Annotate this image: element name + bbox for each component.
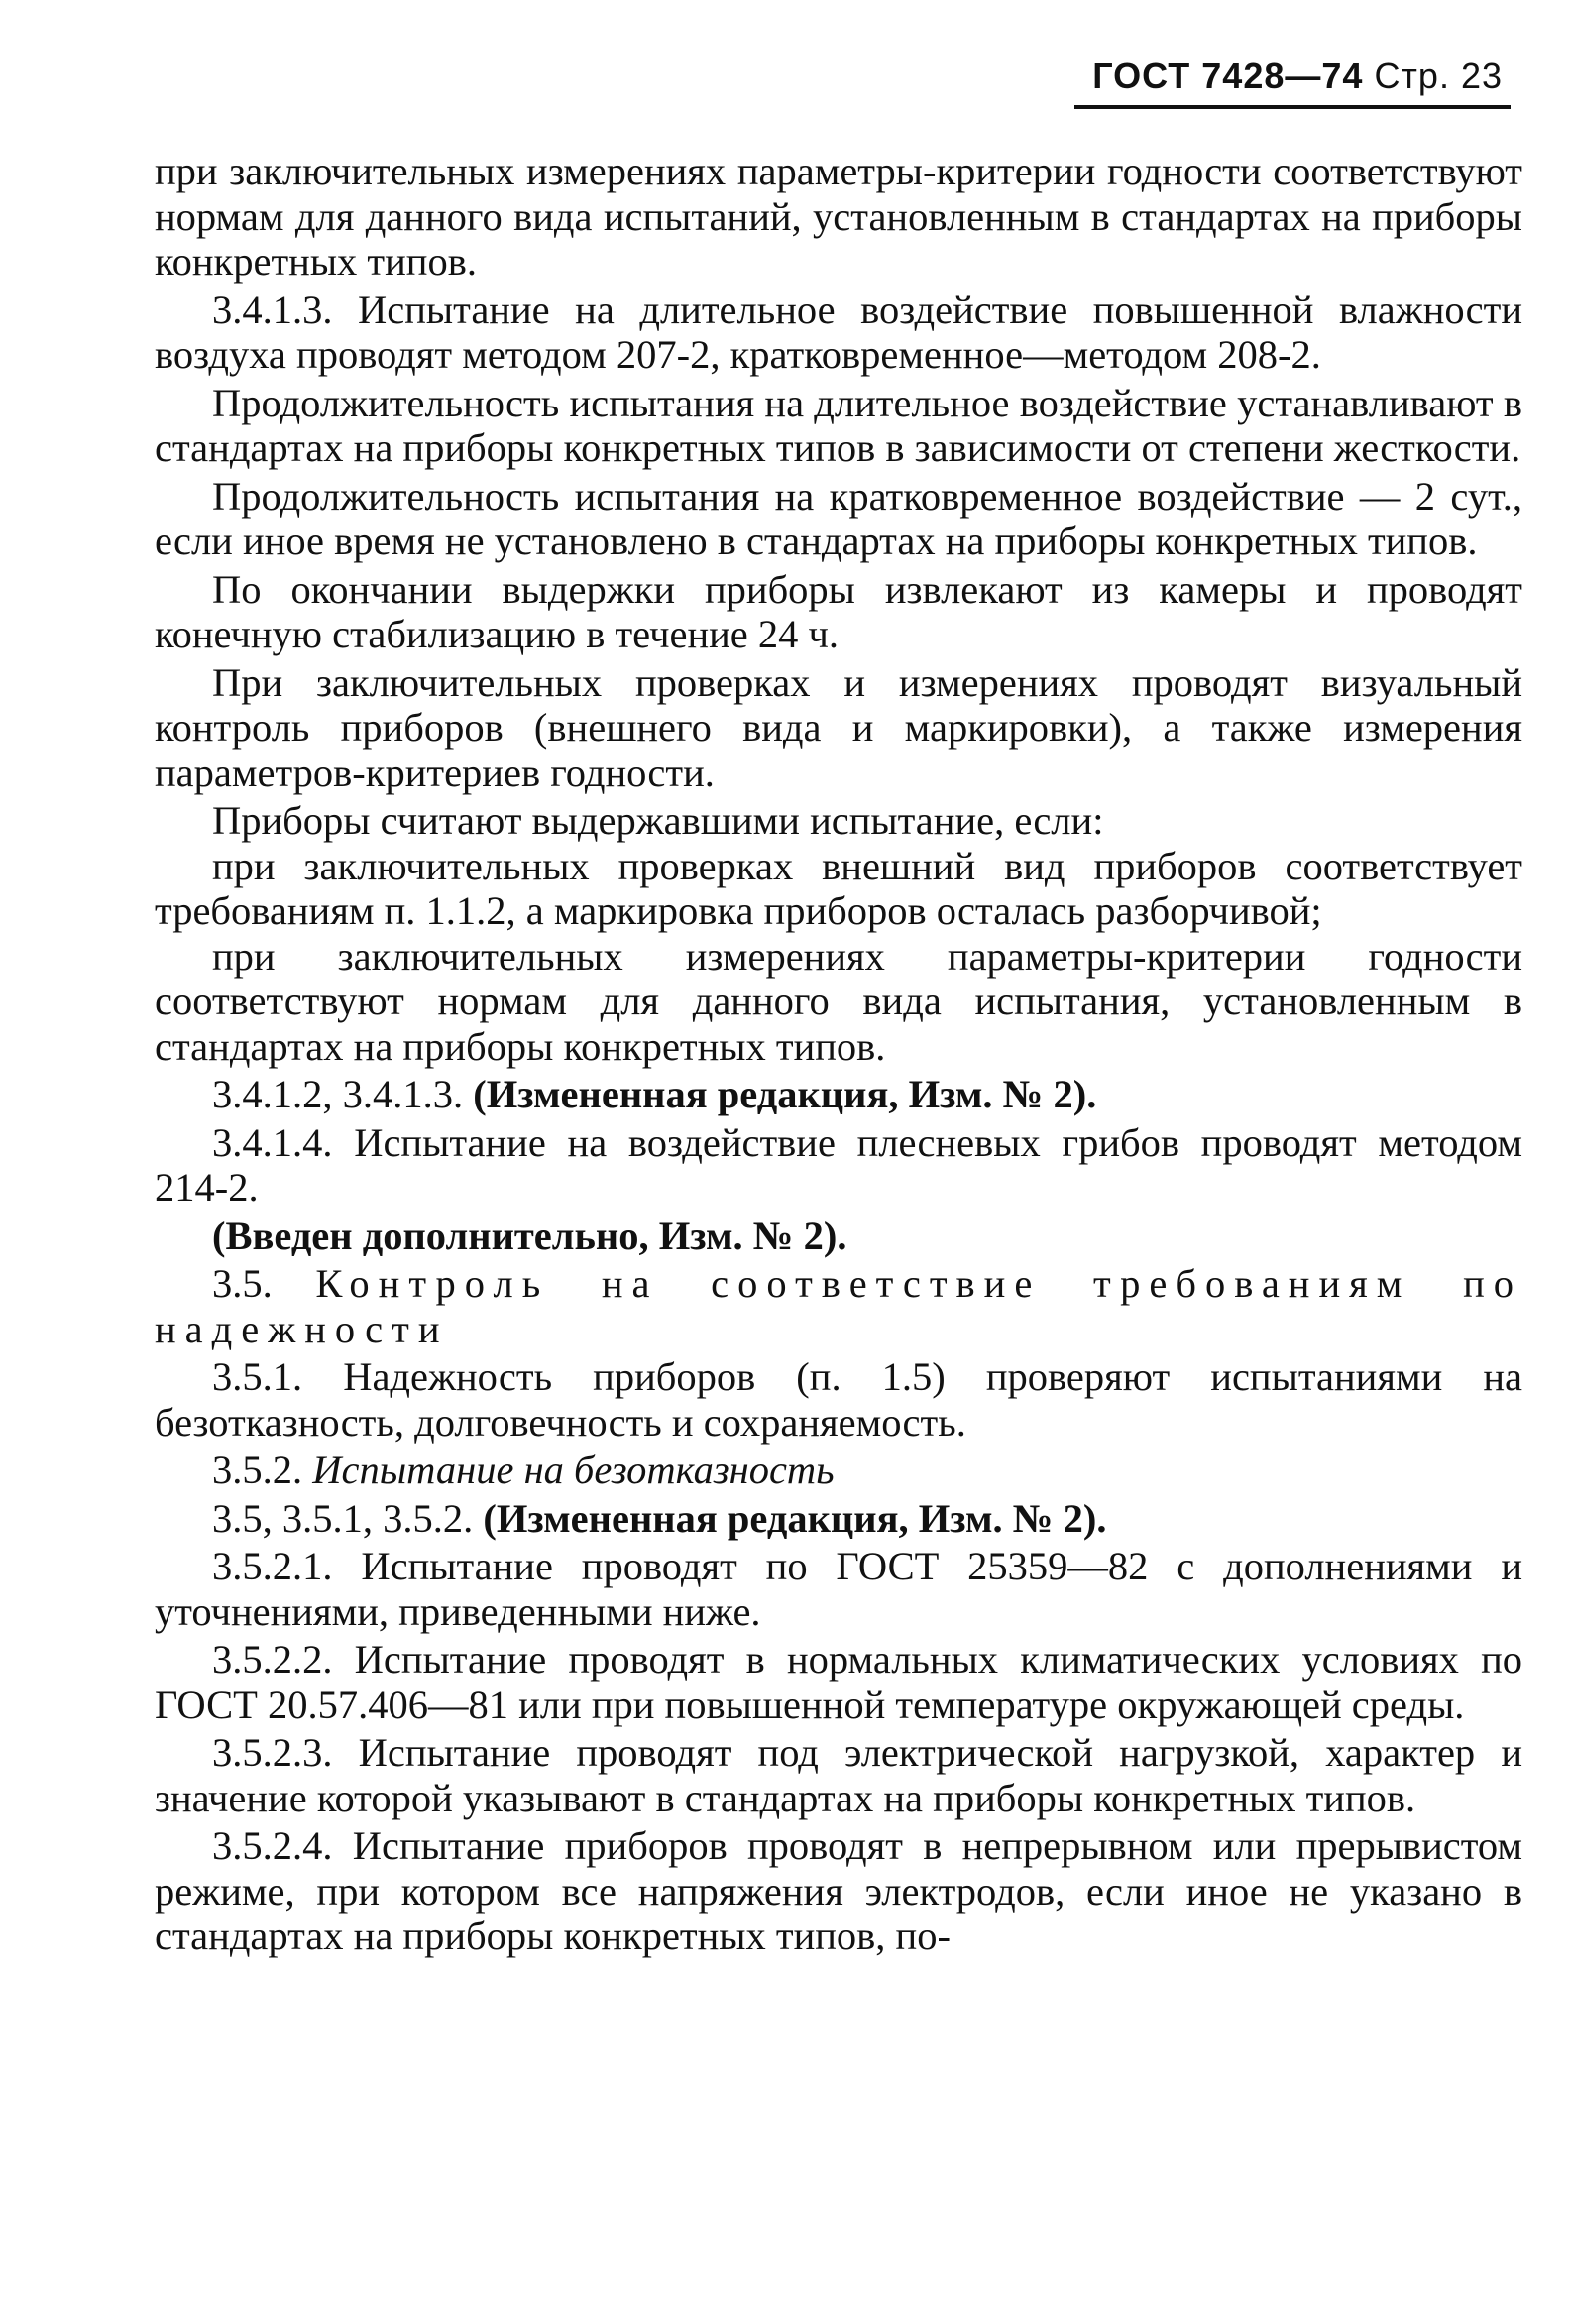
section-heading: [155, 1261, 1522, 1351]
subsection-title: Испытание на безотказность: [312, 1448, 835, 1492]
clause-numbers: 3.5, 3.5.1, 3.5.2.: [212, 1495, 474, 1541]
paragraph: 3.4.1.3. Испытание на длительное воздействие повышенной влажности воздуха проводят методом 207-2, кратковременное—методом 208-2.: [155, 287, 1522, 377]
amendment-paragraph: [155, 1496, 1522, 1542]
standard-code: ГОСТ 7428—74: [1092, 56, 1364, 96]
paragraph: при заключительных измерениях параметры-критерии годности соответствуют нормам для данного вида испытания, установленным в стандартах на приборы конкретных типов.: [155, 933, 1522, 1069]
amendment-paragraph: [155, 1072, 1522, 1117]
paragraph: при заключительных проверках внешний вид приборов соответствует требованиям п. 1.1.2, а маркировка приборов осталась разборчивой;: [155, 843, 1522, 933]
paragraph: Приборы считают выдержавшими испытание, если:: [212, 798, 1104, 843]
amendment-note: (Измененная редакция, Изм. № 2).: [473, 1072, 1097, 1116]
amendment-note: (Введен дополнительно, Изм. № 2).: [212, 1213, 847, 1258]
paragraph: Продолжительность испытания на кратковременное воздействие — 2 сут., если иное время не установлено в стандартах на приборы конкретных типов.: [155, 473, 1522, 563]
paragraph: 3.5.2.2. Испытание проводят в нормальных климатических условиях по ГОСТ 20.57.406—81 или при повышенной температуре окружающей среды.: [155, 1637, 1522, 1727]
page-number: Стр. 23: [1374, 56, 1503, 96]
paragraph: При заключительных проверках и измерениях проводят визуальный контроль приборов (внешнего вида и маркировки), а также измерения параметров-критериев годности.: [155, 659, 1522, 795]
paragraph: Продолжительность испытания на длительное воздействие устанавливают в стандартах на приборы конкретных типов в зависимости от степени жесткости.: [155, 380, 1522, 470]
clause-numbers: 3.4.1.2, 3.4.1.3.: [212, 1072, 464, 1116]
paragraph: 3.4.1.4. Испытание на воздействие плесневых грибов проводят методом 214-2.: [155, 1119, 1522, 1210]
paragraph: По окончании выдержки приборы извлекают из камеры и проводят конечную стабилизацию в течение 24 ч.: [155, 566, 1522, 656]
amendment-note: (Измененная редакция, Изм. № 2).: [483, 1495, 1107, 1541]
section-number: 3.5.: [212, 1261, 273, 1306]
paragraph: при заключительных измерениях параметры-критерии годности соответствуют нормам для данного вида испытаний, установленным в стандартах на приборы конкретных типов.: [155, 149, 1522, 284]
paragraph: 3.5.2.1. Испытание проводят по ГОСТ 25359—82 с дополнениями и уточнениями, приведенными ниже.: [155, 1544, 1522, 1634]
header-rule: [1074, 105, 1511, 109]
paragraph: 3.5.1. Надежность приборов (п. 1.5) проверяют испытаниями на безотказность, долговечность и сохраняемость.: [155, 1354, 1522, 1445]
document-body: [155, 149, 1522, 1959]
paragraph: 3.5.2.4. Испытание приборов проводят в непрерывном или прерывистом режиме, при котором все напряжения электродов, если иное не указано в стандартах на приборы конкретных типов, по-: [155, 1823, 1522, 1958]
subsection-heading: [155, 1448, 1522, 1493]
page-header: [1092, 56, 1503, 97]
subsection-number: 3.5.2.: [212, 1448, 303, 1492]
section-title: Контроль на соответствие требованиям по надежности: [155, 1261, 1523, 1351]
paragraph: 3.5.2.3. Испытание проводят под электрической нагрузкой, характер и значение которой указывают в стандартах на приборы конкретных типов.: [155, 1730, 1522, 1820]
